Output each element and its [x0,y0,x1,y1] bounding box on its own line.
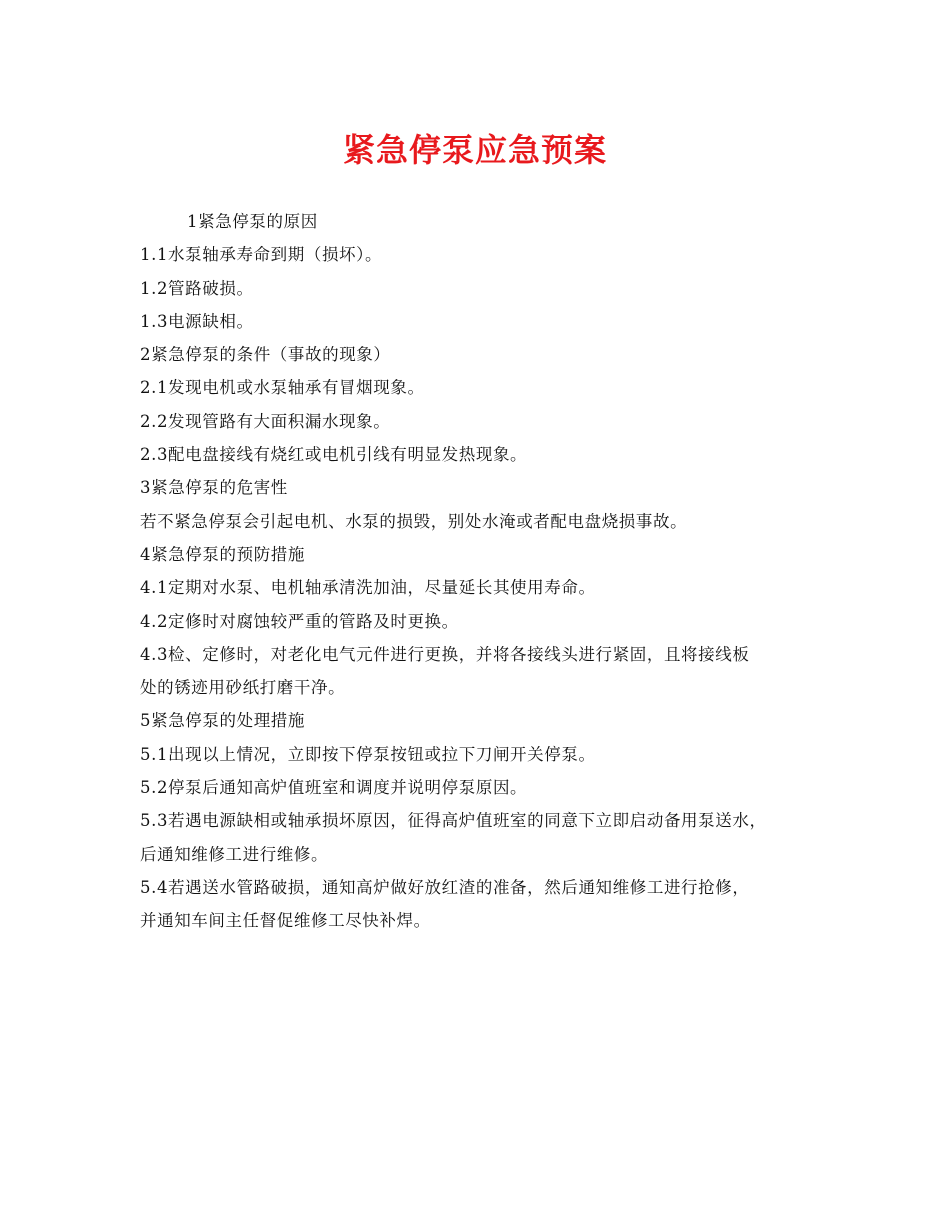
paragraph-line: 若不紧急停泵会引起电机、水泵的损毁，别处水淹或者配电盘烧损事故。 [140,511,688,531]
paragraph-line: 2.2发现管路有大面积漏水现象。 [140,411,391,431]
paragraph-line: 并通知车间主任督促维修工尽快补焊。 [140,911,431,931]
paragraph-line: 5.2停泵后通知高炉值班室和调度并说明停泵原因。 [140,778,528,798]
section-heading: 4紧急停泵的预防措施 [140,544,305,564]
section-heading: 3紧急停泵的危害性 [140,478,288,498]
paragraph-line: 1.3电源缺相。 [140,311,254,331]
paragraph-line: 处的锈迹用砂纸打磨干净。 [140,678,346,698]
section-heading: 2紧急停泵的条件（事故的现象） [140,345,391,365]
paragraph-line: 5.1出现以上情况，立即按下停泵按钮或拉下刀闸开关停泵。 [140,744,596,764]
paragraph-line: 2.1发现电机或水泵轴承有冒烟现象。 [140,378,425,398]
paragraph-line: 5.3若遇电源缺相或轴承损坏原因，征得高炉值班室的同意下立即启动备用泵送水， [140,811,767,831]
paragraph-line: 4.2定修时对腐蚀较严重的管路及时更换。 [140,611,459,631]
document-body [140,205,840,938]
paragraph-line: 1.1水泵轴承寿命到期（损坏）。 [140,245,383,265]
paragraph-line: 2.3配电盘接线有烧红或电机引线有明显发热现象。 [140,445,528,465]
paragraph-line: 4.1定期对水泵、电机轴承清洗加油，尽量延长其使用寿命。 [140,578,596,598]
section-heading: 5紧急停泵的处理措施 [140,711,305,731]
section-heading: 1紧急停泵的原因 [187,212,318,231]
document-title: 紧急停泵应急预案 [342,131,607,169]
paragraph-line: 1.2管路破损。 [140,278,254,298]
paragraph-line: 4.3检、定修时，对老化电气元件进行更换，并将各接线头进行紧固，且将接线板 [140,644,750,664]
paragraph-line: 后通知维修工进行维修。 [140,844,329,864]
paragraph-line: 5.4若遇送水管路破损，通知高炉做好放红渣的准备，然后通知维修工进行抢修， [140,877,750,897]
